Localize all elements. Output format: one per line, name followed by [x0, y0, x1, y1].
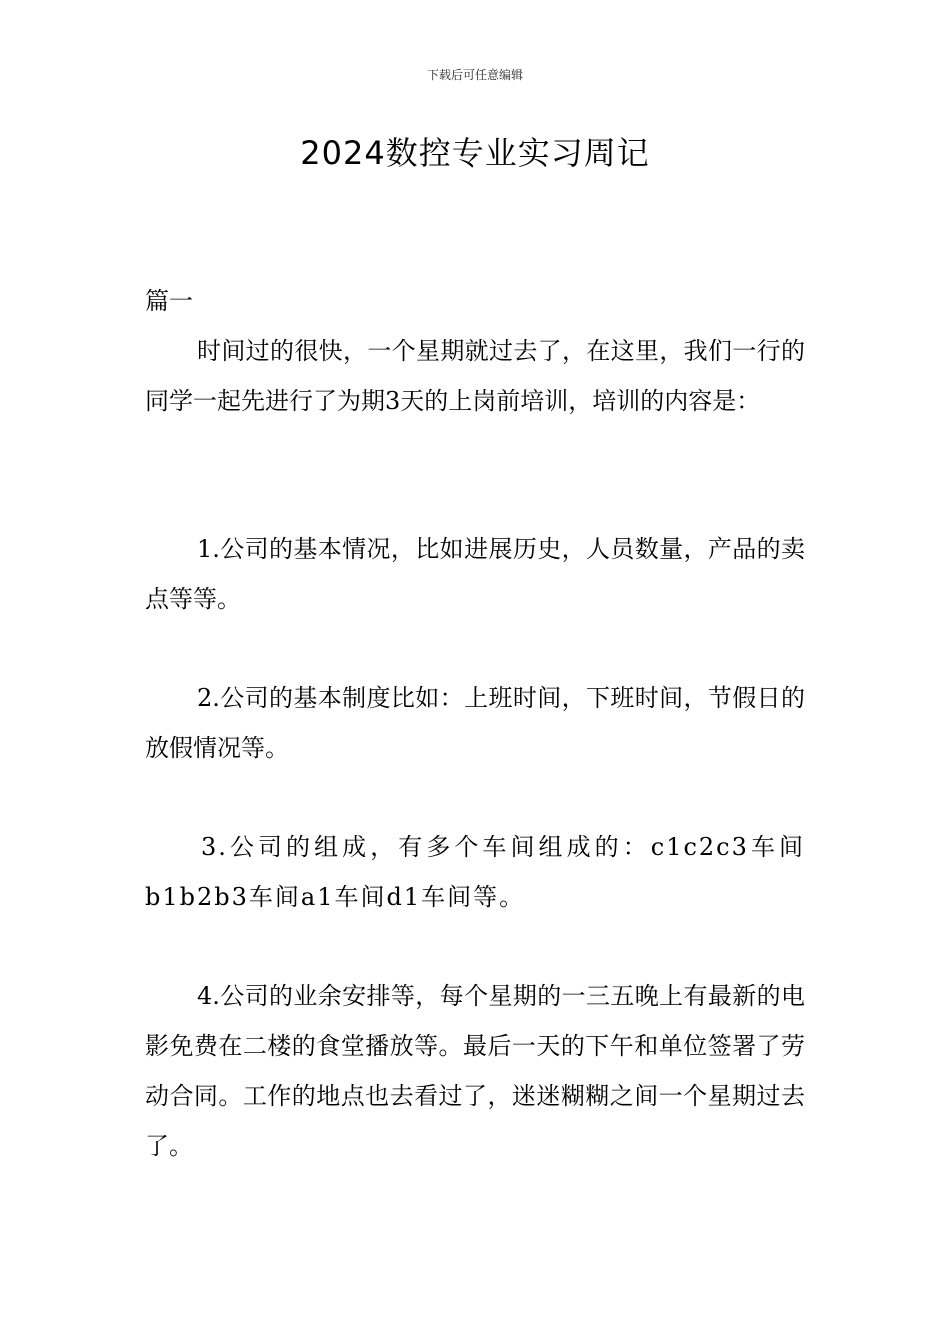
document-title: 2024数控专业实习周记: [300, 134, 650, 172]
paragraph-item-3: 3.公司的组成，有多个车间组成的：c1c2c3车间b1b2b3车间a1车间d1车间等。: [145, 833, 805, 911]
paragraph-intro: 时间过的很快，一个星期就过去了，在这里，我们一行的同学一起先进行了为期3天的上岗前培训，培训的内容是：: [145, 337, 805, 415]
header-note: 下载后可任意编辑: [426, 68, 523, 82]
paragraph-item-4: 4.公司的业余安排等，每个星期的一三五晚上有最新的电影免费在二楼的食堂播放等。最后一天的下午和单位签署了劳动合同。工作的地点也去看过了，迷迷糊糊之间一个星期过去了。: [145, 982, 805, 1160]
section-label: 篇一: [145, 287, 193, 315]
paragraph-item-1: 1.公司的基本情况，比如进展历史，人员数量，产品的卖点等等。: [145, 535, 805, 613]
paragraph-item-2: 2.公司的基本制度比如：上班时间，下班时间，节假日的放假情况等。: [145, 684, 805, 762]
